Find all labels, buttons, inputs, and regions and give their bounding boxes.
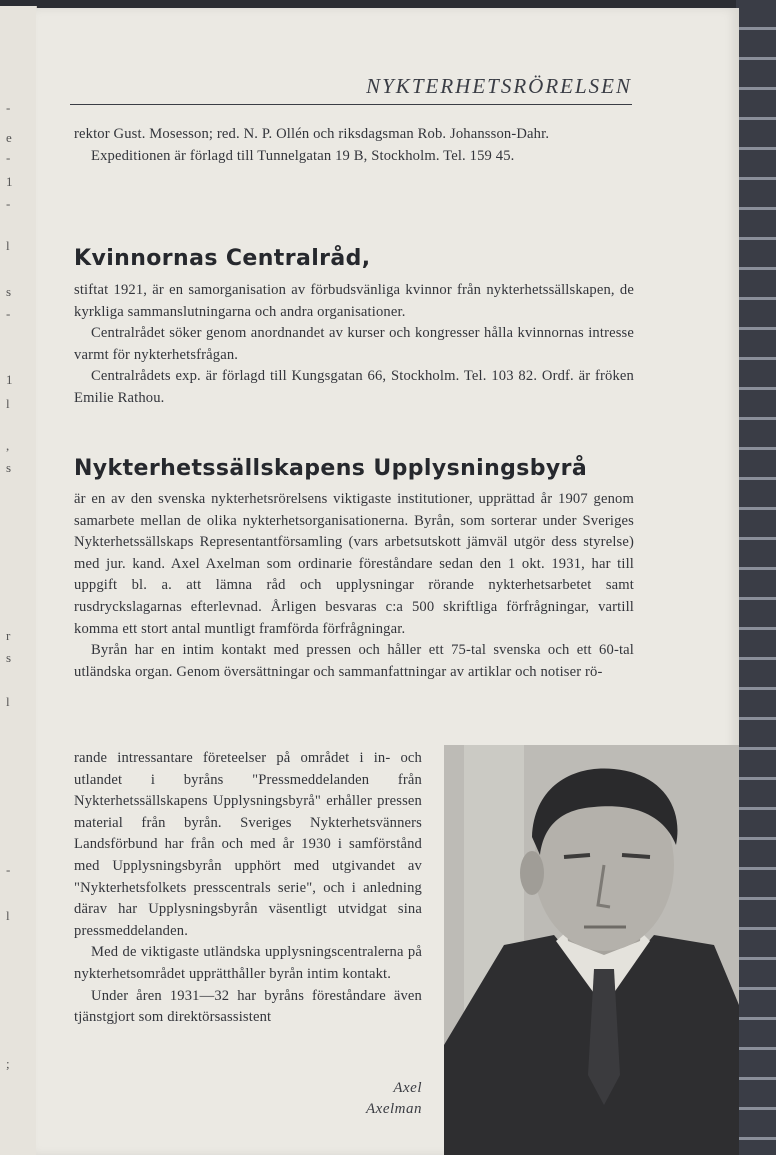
section2-wrapped-text bbox=[74, 748, 422, 1029]
adjacent-page-edge bbox=[0, 6, 37, 1155]
running-head: NYKTERHETSRÖRELSEN bbox=[366, 74, 632, 98]
margin-glyph: e bbox=[6, 130, 12, 145]
section2-paragraph: Under åren 1931—32 har byråns föreståndare även tjänstgjort som direktörsassistent bbox=[74, 987, 422, 1026]
section2-paragraph: Med de viktigaste utländska upplysningscentralerna på nykterhetsområdet upprätthåller byrån intim kontakt. bbox=[74, 944, 422, 982]
margin-glyph: s bbox=[6, 284, 12, 299]
margin-glyph: , bbox=[6, 438, 10, 453]
margin-glyph: - bbox=[6, 100, 11, 115]
margin-glyph: l bbox=[6, 694, 10, 709]
section2-paragraph: rande intressantare företeelser på området i in- och utlandet i byråns "Pressmeddelanden från Nykterhetssällskapens Upplysningsbyrå" erhåller pressen material från byrån. Sveriges Nykterhetsvänners Landsförbund har från och med år 1930 i samförstånd med Upplysningsbyrån upphört med utgivandet av "Nykterhetsfolkets presscentrals serie", och i anledning därav har Upplysningsbyrån väsentligt utvidgat sina pressmeddelanden. bbox=[74, 750, 422, 939]
photo-caption-first-name: Axel bbox=[393, 1080, 422, 1096]
margin-glyph: l bbox=[6, 908, 10, 923]
intro-text bbox=[74, 124, 634, 167]
section2-paragraph: Byrån har en intim kontakt med pressen och håller ett 75-tal svenska och ett 60-tal utländska organ. Genom översättningar och sammanfattningar av artiklar och notiser rö- bbox=[74, 642, 634, 680]
section-heading-upplysningsbyra: Nykterhetssällskapens Upplysningsbyrå bbox=[74, 456, 588, 481]
intro-paragraph: rektor Gust. Mosesson; red. N. P. Ollén och riksdagsman Rob. Johansson-Dahr. bbox=[74, 126, 550, 142]
margin-glyph: - bbox=[6, 196, 11, 211]
margin-glyph: 1 bbox=[6, 174, 13, 189]
margin-glyph: - bbox=[6, 150, 11, 165]
portrait-illustration bbox=[444, 745, 739, 1155]
book-page bbox=[36, 8, 739, 1155]
margin-glyph: 1 bbox=[6, 372, 13, 387]
margin-glyph: l bbox=[6, 396, 10, 411]
section2-text bbox=[74, 489, 634, 683]
section2-paragraph: är en av den svenska nykterhetsrörelsens viktigaste institutioner, upprättad år 1907 genom samarbete mellan de olika nykterhetsorganisationerna. Byrån, som sorterar under Sveriges Nykterhetssällskaps Representantförsamling (vars arbetsutskott jämväl utgör dess styrelse) med jur. kand. Axel Axelman som ordinarie föreståndare sedan den 1 okt. 1931, har till uppgift bl. a. att lämna råd och upplysningar rörande nykterhetsarbetet samt rusdryckslagarnas efterlevnad. Årligen besvaras c:a 500 skriftliga förfrågningar, vartill komma ett stort antal muntligt framförda förfrågningar. bbox=[74, 491, 634, 637]
margin-glyph: ; bbox=[6, 1056, 10, 1071]
section1-paragraph: Centralrådet söker genom anordnandet av kurser och kongresser hålla kvinnornas intresse varmt för nykterhetsfrågan. bbox=[74, 325, 634, 363]
section-heading-kvinnornas-centralrad: Kvinnornas Centralråd, bbox=[74, 246, 371, 271]
margin-glyph: s bbox=[6, 460, 12, 475]
margin-glyph: r bbox=[6, 628, 11, 643]
section1-text bbox=[74, 280, 634, 410]
photo-caption-last-name: Axelman bbox=[366, 1101, 422, 1117]
section1-paragraph: Centralrådets exp. är förlagd till Kungsgatan 66, Stockholm. Tel. 103 82. Ordf. är fröken Emilie Rathou. bbox=[74, 368, 634, 406]
margin-glyph: s bbox=[6, 650, 12, 665]
intro-address-paragraph: Expeditionen är förlagd till Tunnelgatan 19 B, Stockholm. Tel. 159 45. bbox=[91, 147, 515, 164]
header-rule bbox=[70, 104, 632, 105]
margin-glyph: - bbox=[6, 306, 11, 321]
portrait-photo bbox=[444, 745, 739, 1155]
section1-paragraph: stiftat 1921, är en samorganisation av förbudsvänliga kvinnor från nykterhetssällskapen, de kyrkliga sammanslutningarna och andra organisationer. bbox=[74, 282, 634, 320]
margin-glyph: l bbox=[6, 238, 10, 253]
margin-glyph: - bbox=[6, 862, 11, 877]
book-binding bbox=[736, 0, 776, 1155]
